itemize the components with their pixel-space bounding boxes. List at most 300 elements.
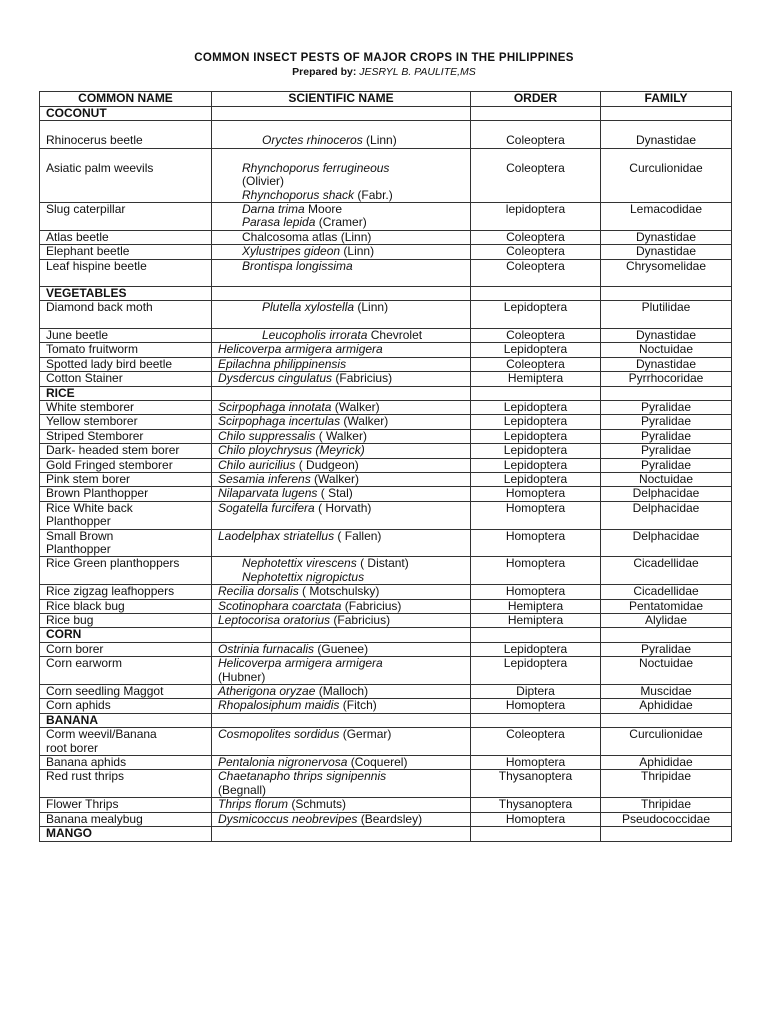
scientific-author: (Fabricius) (332, 371, 393, 386)
scientific-name: Chilo auricilius (218, 457, 296, 472)
common-name: Rice White back (46, 500, 133, 515)
common-name-cell (40, 756, 212, 770)
common-name: Corn borer (46, 641, 104, 656)
common-name: Atlas beetle (46, 229, 109, 244)
common-name-cell (40, 642, 212, 656)
order-cell: Coleoptera (471, 121, 601, 148)
header-family: FAMILY (601, 92, 732, 107)
table-row (40, 685, 732, 699)
common-name-cell (40, 343, 212, 357)
scientific-name: Ostrinia furnacalis (218, 641, 315, 656)
order-cell: Lepidoptera (471, 301, 601, 328)
table-row (40, 400, 732, 414)
scientific-author: Moore (304, 202, 343, 217)
section-label: BANANA (40, 713, 212, 727)
table-body (40, 107, 732, 842)
scientific-name-cell (212, 357, 471, 371)
scientific-name-cell (212, 415, 471, 429)
scientific-name-cell (212, 400, 471, 414)
common-name: White stemborer (46, 399, 135, 414)
header-order: ORDER (471, 92, 601, 107)
scientific-name: Scotinophara coarctata (218, 598, 342, 613)
table-row (40, 259, 732, 286)
scientific-name-cell (212, 343, 471, 357)
table-row (40, 599, 732, 613)
family-cell: Pyralidae (601, 444, 732, 458)
scientific-author: (Coquerel) (347, 755, 408, 770)
scientific-author: ( Distant) (356, 556, 409, 571)
common-name: Corn earworm (46, 656, 123, 671)
family-cell: Delphacidae (601, 529, 732, 557)
common-name-cell (40, 487, 212, 501)
common-name-cell (40, 429, 212, 443)
table-row (40, 328, 732, 342)
empty-cell (471, 628, 601, 642)
scientific-name: Sogatella furcifera (218, 500, 315, 515)
family-cell: Dynastidae (601, 230, 732, 244)
family-cell: Cicadellidae (601, 557, 732, 585)
scientific-author: (Linn) (354, 300, 389, 315)
order-cell: Lepidoptera (471, 642, 601, 656)
scientific-name: Plutella xylostella (262, 300, 355, 315)
scientific-name: Dysmicoccus neobrevipes (218, 811, 358, 826)
empty-cell (471, 287, 601, 301)
table-row (40, 812, 732, 826)
scientific-name-cell (212, 770, 471, 798)
common-name-cell (40, 121, 212, 148)
common-name-cell (40, 657, 212, 685)
order-cell: Coleoptera (471, 328, 601, 342)
scientific-name-cell (212, 245, 471, 259)
page-title: COMMON INSECT PESTS OF MAJOR CROPS IN THE PHILIPPINES (194, 52, 574, 64)
common-name: Spotted lady bird beetle (46, 356, 173, 371)
scientific-name: Epilachna philippinensis (218, 356, 347, 371)
family-cell: Lemacodidae (601, 203, 732, 231)
common-name: Corn aphids (46, 698, 111, 713)
scientific-author: (Walker) (331, 399, 380, 414)
table-row (40, 529, 732, 557)
family-cell: Thripidae (601, 770, 732, 798)
table-row (40, 798, 732, 812)
order-cell: Hemiptera (471, 599, 601, 613)
scientific-name: Pentalonia nigronervosa (218, 755, 348, 770)
family-cell: Dynastidae (601, 328, 732, 342)
scientific-author: (Schmuts) (288, 797, 347, 812)
common-name-cell (40, 357, 212, 371)
table-row (40, 657, 732, 685)
family-cell: Thripidae (601, 798, 732, 812)
table-row (40, 642, 732, 656)
family-cell: Delphacidae (601, 487, 732, 501)
empty-cell (471, 107, 601, 121)
scientific-author: (Linn) (340, 244, 375, 259)
order-cell: Homoptera (471, 756, 601, 770)
scientific-name: Scirpophaga incertulas (218, 414, 341, 429)
common-name: Rice bug (46, 613, 94, 627)
header-common-name: COMMON NAME (40, 92, 212, 107)
table-row (40, 770, 732, 798)
common-name: Rice zigzag leafhoppers (46, 584, 175, 599)
scientific-name-line2: Parasa lepida (242, 215, 316, 230)
order-cell: Lepidoptera (471, 343, 601, 357)
common-name-cell (40, 245, 212, 259)
common-name-cell (40, 444, 212, 458)
scientific-name: Brontispa longissima (242, 258, 353, 273)
section-row (40, 628, 732, 642)
table-row (40, 121, 732, 148)
family-cell: Pyralidae (601, 458, 732, 472)
table-row (40, 203, 732, 231)
scientific-name-cell (212, 585, 471, 599)
scientific-author-line2: (Hubner) (218, 669, 266, 684)
order-cell: Coleoptera (471, 259, 601, 286)
table-row (40, 429, 732, 443)
scientific-author-line2: (Cramer) (315, 215, 367, 230)
order-cell: Homoptera (471, 557, 601, 585)
prepared-by-line (0, 66, 768, 78)
family-cell: Muscidae (601, 685, 732, 699)
section-label: VEGETABLES (40, 287, 212, 301)
common-name-line2: Planthopper (46, 541, 111, 556)
table-row (40, 756, 732, 770)
common-name: Dark- headed stem borer (46, 443, 180, 458)
family-cell: Dynastidae (601, 357, 732, 371)
section-label: COCONUT (40, 107, 212, 121)
family-cell: Pyralidae (601, 415, 732, 429)
scientific-author: (Beardsley) (357, 811, 423, 826)
order-cell: Homoptera (471, 501, 601, 529)
scientific-author: (Linn) (362, 133, 397, 148)
common-name: Slug caterpillar (46, 202, 126, 217)
order-cell: Hemiptera (471, 372, 601, 386)
scientific-author: (Walker) (340, 414, 389, 429)
common-name: Flower Thrips (46, 797, 119, 812)
family-cell: Alylidae (601, 614, 732, 628)
common-name-cell (40, 812, 212, 826)
order-cell: Thysanoptera (471, 770, 601, 798)
scientific-author-line2: (Begnall) (218, 782, 267, 797)
empty-cell (212, 386, 471, 400)
scientific-name-cell (212, 472, 471, 486)
empty-cell (601, 107, 732, 121)
common-name-cell (40, 148, 212, 202)
scientific-name-cell (212, 728, 471, 756)
order-cell: Lepidoptera (471, 458, 601, 472)
empty-cell (471, 713, 601, 727)
empty-cell (471, 827, 601, 841)
family-cell: Pyralidae (601, 642, 732, 656)
scientific-author: ( Motschulsky) (298, 584, 380, 599)
common-name: Tomato fruitworm (46, 342, 139, 357)
order-cell: Lepidoptera (471, 415, 601, 429)
section-label: MANGO (40, 827, 212, 841)
section-row (40, 827, 732, 841)
scientific-name: Xylustripes gideon (242, 244, 341, 259)
scientific-name-cell (212, 557, 471, 585)
scientific-name: Cosmopolites sordidus (218, 727, 340, 742)
common-name: Leaf hispine beetle (46, 258, 147, 273)
empty-cell (601, 827, 732, 841)
order-cell: Coleoptera (471, 245, 601, 259)
common-name: Yellow stemborer (46, 414, 138, 429)
family-cell: Aphididae (601, 756, 732, 770)
order-cell: Lepidoptera (471, 472, 601, 486)
section-row (40, 287, 732, 301)
table-row (40, 372, 732, 386)
empty-cell (601, 628, 732, 642)
order-cell: Homoptera (471, 487, 601, 501)
common-name-cell (40, 798, 212, 812)
table-row (40, 472, 732, 486)
family-cell: Plutilidae (601, 301, 732, 328)
scientific-author: Chalcosoma atlas (Linn) (242, 229, 372, 244)
common-name: Diamond back moth (46, 300, 153, 315)
scientific-name: Thrips florum (218, 797, 289, 812)
table-row (40, 245, 732, 259)
family-cell: Pyrrhocoridae (601, 372, 732, 386)
scientific-name-cell (212, 685, 471, 699)
common-name: Red rust thrips (46, 769, 125, 784)
table-row (40, 501, 732, 529)
scientific-name: Helicoverpa armigera armigera (218, 342, 383, 357)
scientific-name: Nephotettix virescens (242, 556, 357, 571)
common-name: Rhinocerus beetle (46, 133, 143, 148)
scientific-name: Darna trima (242, 202, 305, 217)
common-name: Gold Fringed stemborer (46, 457, 173, 472)
scientific-author: ( Fallen) (334, 528, 382, 543)
scientific-name-line3: Rhynchoporus shack (242, 187, 355, 202)
scientific-author: (Walker) (310, 471, 359, 486)
table-row (40, 343, 732, 357)
scientific-author: ( Horvath) (314, 500, 372, 515)
common-name-cell (40, 557, 212, 585)
order-cell: Coleoptera (471, 728, 601, 756)
scientific-name-cell (212, 756, 471, 770)
table-row (40, 699, 732, 713)
common-name-cell (40, 770, 212, 798)
common-name-cell (40, 728, 212, 756)
order-cell: Lepidoptera (471, 400, 601, 414)
section-label: RICE (40, 386, 212, 400)
scientific-author: ( Dudgeon) (295, 457, 359, 472)
table-row (40, 148, 732, 202)
common-name-cell (40, 372, 212, 386)
order-cell: Homoptera (471, 529, 601, 557)
scientific-name: Nilaparvata lugens (218, 486, 318, 501)
empty-cell (212, 827, 471, 841)
empty-cell (212, 107, 471, 121)
scientific-name-cell (212, 429, 471, 443)
common-name-cell (40, 614, 212, 628)
scientific-name-cell (212, 657, 471, 685)
common-name: Striped Stemborer (46, 428, 144, 443)
family-cell: Noctuidae (601, 472, 732, 486)
common-name-cell (40, 259, 212, 286)
order-cell: Lepidoptera (471, 657, 601, 685)
common-name: Asiatic palm weevils (46, 160, 154, 175)
table-row (40, 458, 732, 472)
scientific-name-cell (212, 529, 471, 557)
scientific-name-cell (212, 599, 471, 613)
scientific-name: Laodelphax striatellus (218, 528, 335, 543)
scientific-name-cell (212, 203, 471, 231)
scientific-name: Atherigona oryzae (218, 684, 316, 699)
empty-cell (601, 287, 732, 301)
table-row (40, 357, 732, 371)
section-row (40, 386, 732, 400)
order-cell: Homoptera (471, 812, 601, 826)
order-cell: Coleoptera (471, 230, 601, 244)
scientific-author: Chevrolet (367, 327, 423, 342)
family-cell: Curculionidae (601, 728, 732, 756)
order-cell: Diptera (471, 685, 601, 699)
common-name-cell (40, 599, 212, 613)
prepared-by-label: Prepared by: (292, 66, 357, 78)
family-cell: Noctuidae (601, 343, 732, 357)
header-scientific-name: SCIENTIFIC NAME (212, 92, 471, 107)
scientific-name: Leptocorisa oratorius (218, 613, 331, 627)
common-name: Pink stem borer (46, 471, 131, 486)
scientific-name-cell (212, 259, 471, 286)
order-cell: lepidoptera (471, 203, 601, 231)
order-cell: Homoptera (471, 699, 601, 713)
table-row (40, 415, 732, 429)
order-cell: Lepidoptera (471, 444, 601, 458)
empty-cell (471, 386, 601, 400)
scientific-author: ( Stal) (317, 486, 353, 501)
common-name-line2: root borer (46, 740, 99, 755)
common-name-cell (40, 458, 212, 472)
common-name-cell (40, 328, 212, 342)
scientific-author: (Germar) (339, 727, 392, 742)
scientific-name: Chaetanapho thrips signipennis (218, 769, 387, 784)
table-row (40, 230, 732, 244)
scientific-author: ( Walker) (315, 428, 367, 443)
scientific-name: Recilia dorsalis (218, 584, 299, 599)
common-name: Corm weevil/Banana (46, 727, 157, 742)
empty-cell (212, 713, 471, 727)
scientific-name: Rhopalosiphum maidis (218, 698, 340, 713)
common-name-cell (40, 501, 212, 529)
pest-table (39, 91, 732, 842)
scientific-name-cell (212, 372, 471, 386)
common-name-cell (40, 585, 212, 599)
scientific-name: Rhynchoporus ferrugineous (242, 160, 390, 175)
common-name: Brown Planthopper (46, 486, 149, 501)
section-label: CORN (40, 628, 212, 642)
common-name-line2: Planthopper (46, 514, 111, 529)
scientific-name: Helicoverpa armigera armigera (218, 656, 383, 671)
order-cell: Coleoptera (471, 148, 601, 202)
family-cell: Pyralidae (601, 429, 732, 443)
scientific-name-cell (212, 230, 471, 244)
scientific-name: Oryctes rhinoceros (262, 133, 363, 148)
table-row (40, 444, 732, 458)
family-cell: Delphacidae (601, 501, 732, 529)
family-cell: Curculionidae (601, 148, 732, 202)
common-name: Banana aphids (46, 755, 127, 770)
common-name-cell (40, 415, 212, 429)
common-name-cell (40, 685, 212, 699)
common-name-cell (40, 472, 212, 486)
scientific-author: (Malloch) (315, 684, 369, 699)
empty-cell (601, 713, 732, 727)
common-name: June beetle (46, 327, 109, 342)
scientific-name-cell (212, 487, 471, 501)
family-cell: Noctuidae (601, 657, 732, 685)
scientific-name-cell (212, 301, 471, 328)
common-name-cell (40, 699, 212, 713)
scientific-name-cell (212, 121, 471, 148)
scientific-name-cell (212, 699, 471, 713)
scientific-name: Chilo ploychrysus (Meyrick) (218, 443, 365, 458)
section-row (40, 107, 732, 121)
empty-cell (601, 386, 732, 400)
scientific-name-cell (212, 614, 471, 628)
family-cell: Pentatomidae (601, 599, 732, 613)
common-name-cell (40, 400, 212, 414)
scientific-author: (Fabricius) (341, 598, 402, 613)
order-cell: Thysanoptera (471, 798, 601, 812)
scientific-author-line3: (Fabr.) (354, 187, 393, 202)
order-cell: Hemiptera (471, 614, 601, 628)
common-name: Small Brown (46, 528, 114, 543)
family-cell: Aphididae (601, 699, 732, 713)
scientific-name: Dysdercus cingulatus (218, 371, 333, 386)
common-name: Rice black bug (46, 598, 125, 613)
table-row (40, 614, 732, 628)
family-cell: Chrysomelidae (601, 259, 732, 286)
scientific-author-line2: (Olivier) (242, 174, 284, 189)
table-row (40, 487, 732, 501)
common-name: Corn seedling Maggot (46, 684, 164, 699)
common-name: Cotton Stainer (46, 371, 123, 386)
scientific-name: Scirpophaga innotata (218, 399, 332, 414)
common-name: Banana mealybug (46, 811, 143, 826)
common-name: Elephant beetle (46, 244, 130, 259)
scientific-author: (Fitch) (339, 698, 377, 713)
section-row (40, 713, 732, 727)
scientific-name-cell (212, 798, 471, 812)
scientific-name: Leucopholis irrorata (262, 327, 368, 342)
scientific-author: (Fabricius) (330, 613, 391, 627)
table-row (40, 557, 732, 585)
family-cell: Dynastidae (601, 121, 732, 148)
author-name: JESRYL B. PAULITE,MS (359, 66, 476, 78)
family-cell: Pyralidae (601, 400, 732, 414)
order-cell: Homoptera (471, 585, 601, 599)
table-row (40, 585, 732, 599)
order-cell: Lepidoptera (471, 429, 601, 443)
scientific-name: Sesamia inferens (218, 471, 311, 486)
common-name-cell (40, 230, 212, 244)
family-cell: Cicadellidae (601, 585, 732, 599)
common-name: Rice Green planthoppers (46, 556, 180, 571)
order-cell: Coleoptera (471, 357, 601, 371)
family-cell: Pseudococcidae (601, 812, 732, 826)
scientific-name-cell (212, 642, 471, 656)
scientific-name-cell (212, 458, 471, 472)
empty-cell (212, 628, 471, 642)
scientific-name-line2: Nephotettix nigropictus (242, 569, 365, 584)
scientific-name-cell (212, 328, 471, 342)
table-row (40, 301, 732, 328)
scientific-name: Chilo suppressalis (218, 428, 316, 443)
scientific-name-cell (212, 444, 471, 458)
empty-cell (212, 287, 471, 301)
scientific-name-cell (212, 148, 471, 202)
scientific-name-cell (212, 501, 471, 529)
